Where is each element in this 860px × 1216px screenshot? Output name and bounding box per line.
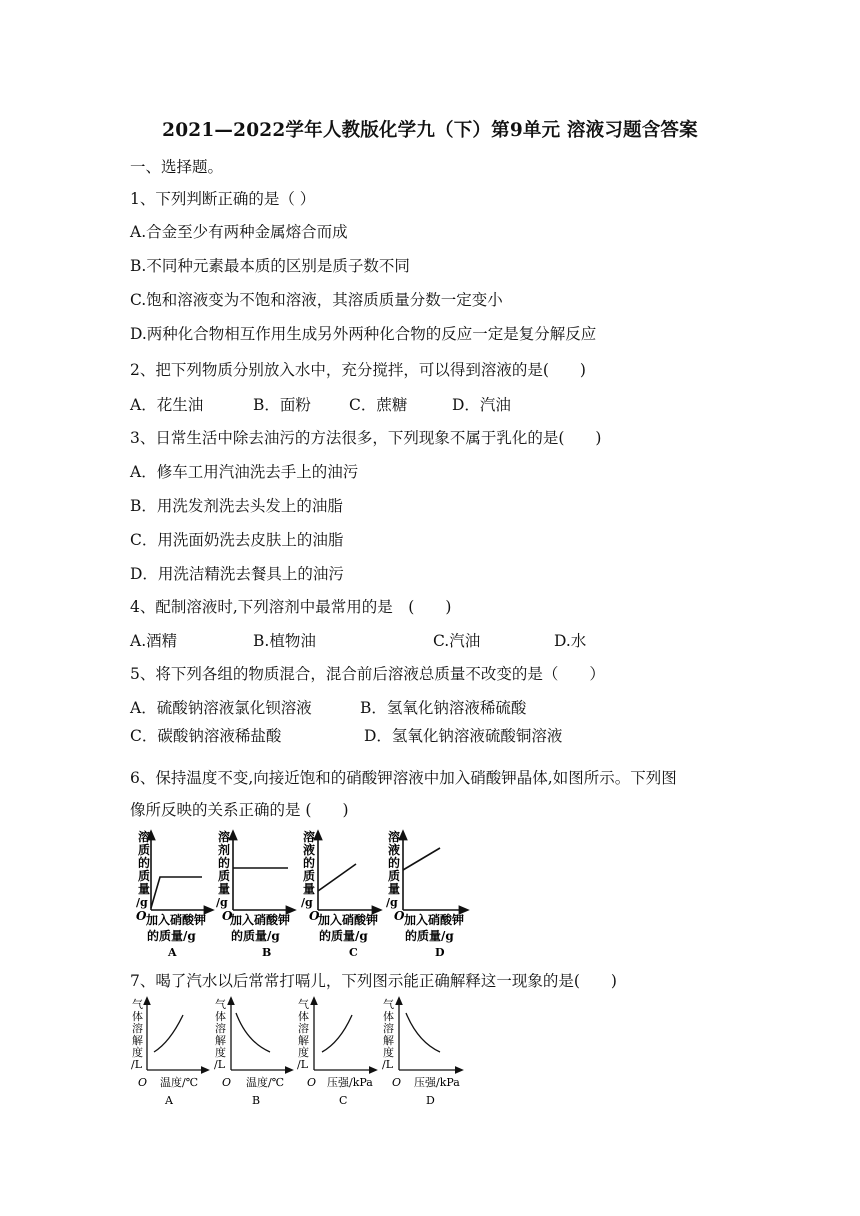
q7-a-origin: O: [138, 1076, 148, 1089]
q6-c-ylabel-6: /g: [301, 896, 313, 909]
q7-d-xlabel: 压强/kPa: [414, 1076, 460, 1089]
q2-stem: 2、把下列物质分别放入水中，充分搅拌，可以得到溶液的是( ): [130, 361, 586, 379]
q7-a-ylabel-2: 体: [132, 1010, 143, 1023]
q3-option-d: D．用洗洁精洗去餐具上的油污: [130, 565, 344, 583]
q6-stem-line1: 6、保持温度不变,向接近饱和的硝酸钾溶液中加入硝酸钾晶体,如图所示。下列图: [130, 769, 677, 787]
q6-b-xlabel-2: 的质量/g: [231, 929, 280, 943]
q6-d-letter: D: [435, 946, 445, 959]
q4-option-b: B.植物油: [253, 632, 316, 650]
q5-option-a: A．硫酸钠溶液氯化钡溶液: [130, 699, 312, 717]
q7-graph-c: [297, 997, 374, 1107]
q1-option-a: A.合金至少有两种金属熔合而成: [130, 223, 348, 241]
q6-c-xlabel-2: 的质量/g: [319, 929, 368, 943]
q7-c-ylabel-4: 解: [298, 1034, 309, 1047]
q6-a-origin: O: [136, 909, 147, 923]
q7-d-ylabel-1: 气: [383, 998, 394, 1011]
q6-a-letter: A: [168, 946, 177, 959]
q7-a-xlabel: 温度/℃: [160, 1076, 199, 1089]
q7-c-ylabel-3: 溶: [298, 1022, 309, 1035]
q6-d-ylabel-4: 质: [388, 869, 401, 883]
q7-d-ylabel-6: /L: [382, 1058, 394, 1071]
q2-option-a: A．花生油: [130, 396, 204, 414]
q6-c-xlabel-1: 加入硝酸钾: [318, 913, 379, 927]
q6-b-ylabel-4: 质: [218, 869, 231, 883]
q1-option-c: C.饱和溶液变为不饱和溶液，其溶质质量分数一定变小: [130, 291, 503, 309]
q1-option-b: B.不同种元素最本质的区别是质子数不同: [130, 257, 410, 275]
q4-option-a: A.酒精: [130, 632, 178, 650]
q3-stem: 3、日常生活中除去油污的方法很多，下列现象不属于乳化的是( ): [130, 429, 602, 447]
q3-option-c: C．用洗面奶洗去皮肤上的油脂: [130, 531, 344, 549]
q5-stem: 5、将下列各组的物质混合，混合前后溶液总质量不改变的是（ ）: [130, 665, 605, 683]
q4-stem: 4、配制溶液时,下列溶剂中最常用的是 ( ): [130, 598, 452, 616]
q6-a-ylabel-5: 量: [138, 882, 151, 896]
q4-option-d: D.水: [554, 632, 587, 650]
q4-option-c: C.汽油: [433, 632, 481, 650]
q6-d-ylabel-2: 液: [388, 843, 401, 857]
q7-graph-a: [131, 997, 206, 1107]
q6-a-ylabel-3: 的: [138, 856, 151, 870]
q7-c-ylabel-5: 度: [298, 1046, 309, 1059]
q1-option-d: D.两种化合物相互作用生成另外两种化合物的反应一定是复分解反应: [130, 325, 597, 343]
q7-b-letter: B: [252, 1094, 261, 1107]
q6-a-ylabel-4: 质: [138, 869, 151, 883]
q7-a-ylabel-5: 度: [132, 1046, 143, 1059]
q6-d-xlabel-2: 的质量/g: [405, 929, 454, 943]
q6-b-ylabel-1: 溶: [218, 830, 231, 844]
q6-d-ylabel-1: 溶: [388, 830, 401, 844]
q7-graph-b: [214, 997, 290, 1107]
q7-d-letter: D: [426, 1094, 435, 1107]
q2-option-c: C．蔗糖: [349, 396, 408, 414]
q2-option-d: D．汽油: [452, 396, 511, 414]
q6-d-ylabel-5: 量: [388, 882, 401, 896]
q6-d-origin: O: [394, 909, 405, 923]
q6-c-ylabel-4: 质: [303, 869, 316, 883]
q6-c-ylabel-2: 液: [303, 843, 316, 857]
q7-a-curve: [154, 1015, 183, 1052]
q5-option-d: D．氢氧化钠溶液硫酸铜溶液: [364, 727, 563, 745]
q7-c-ylabel-1: 气: [298, 998, 309, 1011]
q6-b-origin: O: [222, 909, 233, 923]
q1-stem: 1、下列判断正确的是（ ）: [130, 190, 316, 208]
q7-d-ylabel-5: 度: [383, 1046, 394, 1059]
q7-b-ylabel-4: 解: [215, 1034, 226, 1047]
q7-b-ylabel-5: 度: [215, 1046, 226, 1059]
q7-c-ylabel-2: 体: [298, 1010, 309, 1023]
q7-b-ylabel-2: 体: [215, 1010, 226, 1023]
q6-c-ylabel-1: 溶: [303, 830, 316, 844]
q6-d-ylabel-6: /g: [386, 896, 398, 909]
page-title: 2021—2022学年人教版化学九（下）第9单元 溶液习题含答案: [162, 120, 698, 141]
q7-b-xlabel: 温度/℃: [246, 1076, 285, 1089]
q7-c-ylabel-6: /L: [297, 1058, 309, 1071]
q6-a-xlabel-2: 的质量/g: [147, 929, 196, 943]
q5-option-c: C．碳酸钠溶液稀盐酸: [130, 727, 282, 745]
q5-option-b: B．氢氧化钠溶液稀硫酸: [360, 699, 527, 717]
q7-b-ylabel-1: 气: [215, 998, 226, 1011]
q7-c-curve: [322, 1015, 352, 1052]
q6-c-letter: C: [349, 946, 358, 959]
q6-stem-line2: 像所反映的关系正确的是 ( ): [130, 801, 349, 819]
q7-d-ylabel-2: 体: [383, 1010, 394, 1023]
q7-a-ylabel-1: 气: [132, 998, 143, 1011]
q7-b-ylabel-6: /L: [214, 1058, 226, 1071]
q3-option-b: B．用洗发剂洗去头发上的油脂: [130, 497, 343, 515]
q6-a-ylabel-6: /g: [136, 896, 148, 909]
q7-d-ylabel-3: 溶: [383, 1022, 394, 1035]
q6-a-ylabel-1: 溶: [138, 830, 151, 844]
q6-a-xlabel-1: 加入硝酸钾: [146, 913, 207, 927]
q7-a-ylabel-3: 溶: [132, 1022, 143, 1035]
q7-c-letter: C: [339, 1094, 348, 1107]
q6-d-ylabel-3: 的: [388, 856, 401, 870]
q6-c-ylabel-5: 量: [303, 882, 316, 896]
q7-d-curve: [406, 1013, 440, 1052]
q6-b-letter: B: [262, 946, 272, 959]
q6-c-ylabel-3: 的: [303, 856, 316, 870]
q6-b-xlabel-1: 加入硝酸钾: [230, 913, 291, 927]
q7-d-origin: O: [392, 1076, 402, 1089]
q6-b-ylabel-2: 剂: [218, 843, 231, 857]
q7-c-xlabel: 压强/kPa: [327, 1076, 373, 1089]
q7-c-origin: O: [307, 1076, 317, 1089]
q6-a-ylabel-2: 质: [138, 843, 151, 857]
q7-a-ylabel-6: /L: [131, 1058, 143, 1071]
q6-d-xlabel-1: 加入硝酸钾: [404, 913, 465, 927]
q7-a-letter: A: [165, 1094, 173, 1107]
section-heading: 一、选择题。: [130, 158, 224, 176]
q7-a-ylabel-4: 解: [132, 1034, 143, 1047]
q2-option-b: B．面粉: [253, 396, 311, 414]
q6-b-ylabel-6: /g: [216, 896, 228, 909]
q3-option-a: A．修车工用汽油洗去手上的油污: [130, 463, 359, 481]
q7-b-origin: O: [222, 1076, 232, 1089]
q7-b-curve: [236, 1013, 270, 1052]
q7-graph-d: [382, 997, 460, 1107]
q7-b-ylabel-3: 溶: [215, 1022, 226, 1035]
q6-b-ylabel-5: 量: [218, 882, 231, 896]
q6-b-ylabel-3: 的: [218, 856, 231, 870]
q7-d-ylabel-4: 解: [383, 1034, 394, 1047]
q7-stem: 7、喝了汽水以后常常打嗝儿，下列图示能正确解释这一现象的是( ): [130, 972, 617, 990]
q6-c-origin: O: [309, 909, 320, 923]
